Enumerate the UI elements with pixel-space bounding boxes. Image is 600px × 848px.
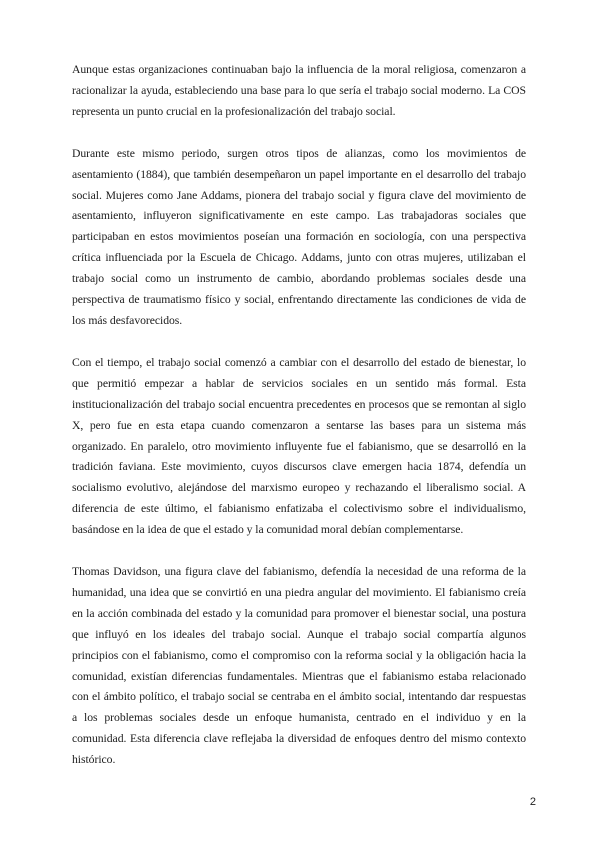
paragraph-cos-organizations: Aunque estas organizaciones continuaban bajo la influencia de la moral religiosa, comenzaron a racionalizar la ayuda, estableciendo una base para lo que sería el trabajo social moderno. La COS representa un punto crucial en la profesionalización del trabajo social.: [72, 63, 526, 118]
body-text: [72, 60, 526, 792]
paragraph-thomas-davidson: Thomas Davidson, una figura clave del fabianismo, defendía la necesidad de una reforma de la humanidad, una idea que se convirtió en una piedra angular del movimiento. El fabianismo creía en la acción combinada del estado y la comunidad para promover el bienestar social, una postura que influyó en los ideales del trabajo social. Aunque el trabajo social compartía algunos principios con el fabianismo, como el compromiso con la reforma social y la obligación hacia la comunidad, existían diferencias fundamentales. Mientras que el fabianismo estaba relacionado con el ámbito político, el trabajo social se centraba en el ámbito social, intentando dar respuestas a los problemas sociales desde un enfoque humanista, centrado en el individuo y en la comunidad. Esta diferencia clave reflejaba la diversidad de enfoques dentro del mismo contexto histórico.: [72, 565, 526, 767]
paragraph-settlement-movements: Durante este mismo periodo, surgen otros tipos de alianzas, como los movimientos de asentamiento (1884), que también desempeñaron un papel importante en el desarrollo del trabajo social. Mujeres como Jane Addams, pionera del trabajo social y figura clave del movimiento de asentamiento, influyeron significativamente en este campo. Las trabajadoras sociales que participaban en estos movimientos poseían una formación en sociología, con una perspectiva crítica influenciada por la Escuela de Chicago. Addams, junto con otras mujeres, utilizaban el trabajo social como un instrumento de cambio, abordando problemas sociales desde una perspectiva de traumatismo físico y social, enfrentando directamente las condiciones de vida de los más desfavorecidos.: [72, 146, 526, 327]
paragraph-welfare-state-fabianism: Con el tiempo, el trabajo social comenzó a cambiar con el desarrollo del estado de bienestar, lo que permitió empezar a hablar de servicios sociales en un sentido más formal. Esta institucionalización del trabajo social encuentra precedentes en procesos que se remontan al siglo X, pero fue en esta etapa cuando comenzaron a sentarse las bases para un sistema más organizado. En paralelo, otro movimiento influyente fue el fabianismo, que se desarrolló en la tradición faviana. Este movimiento, cuyos discursos clave emergen hacia 1874, defendía un socialismo evolutivo, alejándose del marxismo europeo y rechazando el liberalismo social. A diferencia de este último, el fabianismo enfatizaba el colectivismo sobre el individualismo, basándose en la idea de que el estado y la comunidad moral debían complementarse.: [72, 355, 526, 537]
page-number: 2: [529, 796, 536, 808]
